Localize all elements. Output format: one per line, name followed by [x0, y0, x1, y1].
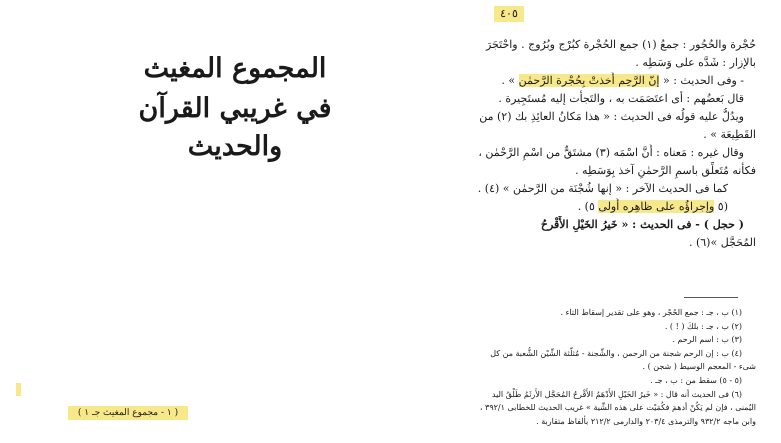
highlighted-text: وإجراؤُه على ظاهِره أَولى [598, 200, 715, 213]
page-number: ٤٠٥ [494, 6, 524, 22]
text-line [456, 126, 756, 144]
text-segment: القَطِيعَة » . [703, 128, 756, 141]
text-segment: المُحَجَّل »(٦) . [688, 236, 756, 249]
footnote-line: (٣) ب : اسم الرحم . [672, 335, 742, 345]
footnote-line: (٥ - ٥) سقط من : ب ، جـ . [650, 375, 742, 385]
text-segment: حُجْرة والحُجُور : جمعُ (١) جمع الحُجْرة كبُرْج وبُرُوج . واحْتَجَرَ [485, 38, 756, 51]
book-title [120, 50, 350, 166]
text-segment: ( حجل ) - فى الحديث : « خَيرُ الخَيْلِ الأَقْرحُ [540, 218, 744, 231]
text-line [456, 180, 756, 198]
highlight-marker [16, 383, 21, 396]
text-segment: بالإزار : شَدَّه على وَسَطِه . [635, 56, 756, 69]
text-line [456, 162, 756, 180]
highlighted-text: إنّ الرَّحِم أَخذتْ بِحُجْرة الرَّحمٰن [518, 74, 660, 87]
text-line [456, 90, 756, 108]
text-segment: فكأنه مُتَعلِّق باسمِ الرَّحمٰنِ آخذ بِوَسَطِه . [575, 164, 756, 177]
footnote-line: شىء - المعجم الوسيط ( شجن ) . [642, 362, 756, 372]
text-line [456, 54, 756, 72]
text-segment: وقال غيره : مَعناه : أَنَّ اسْمَه (٣) مشتَقٌّ من اسْمِ الرَّحْمٰن ، [478, 146, 744, 159]
text-line [456, 144, 756, 162]
text-line [456, 234, 756, 252]
text-segment: » . [501, 74, 519, 87]
text-segment: - وفى الحديث : « [659, 74, 744, 87]
text-line [456, 216, 756, 234]
text-segment: (٥ [714, 200, 728, 213]
text-line [456, 198, 756, 216]
footnote-line: (٢) ب ، جـ : بلكَ ( ! ) . [664, 321, 742, 331]
book-title-line-2: في غريبي القرآن والحديث [138, 93, 332, 162]
footnote-separator [684, 297, 738, 298]
footnote-line: (٤) ب : إن الرحم شجنة من الرحمن ، والشِّجنة - مُثلَّثة الشِّيْن الشُّعبة من كل [490, 348, 742, 358]
text-line [456, 72, 756, 90]
footnote-line: اليُمنى ، فإن لم يَكُنْ أدهمَ فكُمَيْت على هذه الشِّية » غريب الحديث للخطابى ٣٩٢/١ ، [479, 403, 756, 413]
footnotes [456, 306, 756, 428]
footnote-line: (٦) فى الحديث أنه قال : « خَيرُ الخَيْلِ الأَدْهَمُ الأَقْرحُ المُحَجَّل الأَرثَمُ طَلْقُ اليد [491, 389, 742, 399]
text-segment: ويدُلُّ عليه قولُه فى الحديث : « هذا مَكانُ العائِذِ بك (٢) من [479, 110, 744, 123]
footnote-line: (١) ب ، جـ : جمع الحُجْر ، وهو على تقدير إسقاط التاء . [560, 308, 742, 317]
main-text [456, 36, 756, 252]
text-segment: كما فى الحديث الآخر : « إنها شُجْنَة من الرَّحمٰن » (٤) . [477, 182, 728, 195]
footnote-line: وابن ماجه ٩٣٢/٢ والترمذى ٢٠٣/٤ والدارمى ٢١٢/٢ بألفاظ متقاربة . [536, 416, 756, 426]
text-segment: قال بَعضُهم : أى اعتَصَمَت به ، والتَجأَت إليه مُستَجِيرة . [498, 92, 744, 105]
left-page-footer: ( ١ - مجموع المغيث جـ ١ ) [68, 406, 188, 420]
book-title-line-1: المجموع المغيث [143, 53, 327, 84]
text-line [456, 36, 756, 54]
text-segment: ٥) . [577, 200, 599, 213]
text-line [456, 108, 756, 126]
